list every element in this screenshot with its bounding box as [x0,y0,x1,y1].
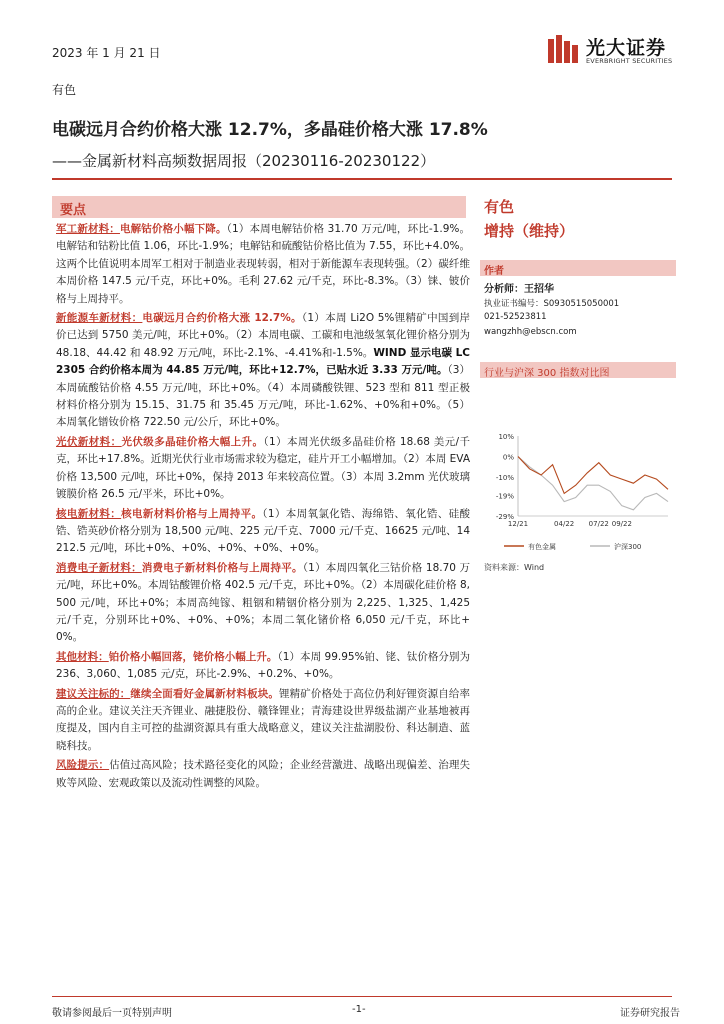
paragraph-photovoltaic [56,434,470,504]
sector-tag: 有色 [52,83,77,97]
header-divider [52,178,672,180]
x-tick-label: 09/22 [611,520,632,528]
chart-header [480,362,676,378]
para-body: 估值过高风险；技术路径变化的风险；企业经营激进、战略出现偏差、治理失败等风险、宏观政策以及流动性调整的风险。 [56,759,471,789]
company-logo [546,33,686,69]
footer-disclaimer: 敬请参阅最后一页特别声明 [52,1008,172,1019]
para-headline: 铂价格小幅回落，铑价格小幅上升。 [108,650,278,663]
analyst-phone: 021-52523811 [484,312,547,322]
paragraph-risk [56,757,470,792]
para-headline: 核电新材料价格与上周持平。 [121,507,263,520]
paragraph-recommendations [56,686,470,756]
logo-name: 光大证券 [586,37,667,59]
paragraph-consumer-electronics [56,560,470,647]
y-tick-label: 10% [498,433,514,441]
footer-divider [52,996,672,997]
para-emphasis: WIND 显示电碳 LC2305 合约价格本周为 44.85 万元/吨，环比+12.7%，已贴水近 3.33 万元/吨。 [56,346,471,377]
index-comparison-chart [480,428,676,558]
para-headline: 光伏级多晶硅价格大幅上升。 [121,435,264,448]
para-body: 锂精矿价格处于高位仍利好锂资源自给率高的企业。建议关注天齐锂业、融捷股份、赣锋锂业；青海建设世界级盐湖产业基地被再度提及，国内自主可控的盐湖资源具有重大战略意义，建议关注盐湖股份、科达制造、蓝晓科技。 [56,687,471,752]
para-lead: 新能源车新材料： [56,312,143,325]
legend-label: 有色金属 [528,543,556,551]
report-subtitle: ——金属新材料高频数据周报（20230116-20230122） [52,152,436,170]
report-date: 2023 年 1 月 21 日 [52,46,161,60]
legend-label: 沪深300 [614,543,642,551]
y-tick-label: 0% [502,453,514,462]
para-lead: 消费电子新材料： [56,561,142,574]
chart-source: 资料来源：Wind [484,563,545,572]
page-number: -1- [352,1004,366,1015]
key-points-header [52,196,466,218]
analyst-cert: 执业证书编号：S0930515050001 [484,299,620,309]
para-lead: 建议关注标的： [56,687,131,700]
author-header [480,260,676,276]
series-line [518,457,668,510]
paragraph-military [56,221,470,308]
para-headline: 电碳远月合约价格大涨 12.7%。 [142,312,302,325]
x-tick-label: 04/22 [554,520,575,528]
para-body: （3）本周硫酸钴价格 4.55 万元/吨，环比+0%。（4）本周磷酸铁锂、523 型和 811 型正极材料价格分别为 15.15、31.75 和 35.45 万元/吨，环比-1.62%、+0%和+0%。（5）本周氧化镨钕价格 722.50 元/公斤，环比+0%。 [56,364,470,429]
para-lead: 核电新材料： [56,507,122,520]
series-line [518,457,668,494]
sidebar-sector: 有色 [484,198,515,216]
analyst-name: 分析师：王招华 [484,284,554,295]
para-body: （1）本周 Li2O 5%锂精矿中国到岸价已达到 5750 美元/吨，环比+0%。（2）本周电碳、工碳和电池级氢氧化锂价格分别为 48.18、44.42 和 48.92 万元/吨，环比-2.1%、-4.41%和-1.5%。 [56,312,470,359]
para-headline: 消费电子新材料价格与上周持平。 [141,561,303,574]
logo-english-name: EVERBRIGHT SECURITIES [586,57,673,65]
chart-title: 行业与沪深 300 指数对比图 [484,368,610,379]
everbright-logo-icon [546,33,580,67]
analyst-email[interactable]: wangzhh@ebscn.com [484,327,577,337]
y-tick-label: -10% [495,474,514,483]
report-title: 电碳远月合约价格大涨 12.7%，多晶硅价格大涨 17.8% [52,120,488,140]
footer-report-type: 证券研究报告 [620,1008,680,1019]
key-points-label: 要点 [60,203,87,218]
para-body: （1）本周光伏级多晶硅价格 18.68 美元/千克，环比+17.8%。近期光伏行业市场需求较为稳定，硅片开工小幅增加。（2）本周 EVA 价格 13,500 元/吨，环比+0%，保持 2013 年来较高位置。（3）本周 3.2mm 光伏玻璃镀膜价格 26.5 元/平米，环比+0%。 [56,435,471,501]
para-lead: 军工新材料： [56,223,120,235]
x-tick-label: 07/22 [588,520,609,528]
key-points-body [56,221,470,794]
para-lead: 风险提示： [56,759,110,772]
para-body: （1）本周氧氯化锆、海绵锆、氧化锆、硅酸锆、锆英砂价格分别为 18,500 元/吨、225 元/千克、7000 元/千克、16625 元/吨、14212.5 元/吨，环比+0%、+0%、+0%、+0%、+0%。 [56,507,471,555]
para-body: （1）本周 99.95%铂、铑、钛价格分别为 236、3,060、1,085 元/克，环比-2.9%、+0.2%、+0%。 [56,650,471,681]
para-lead: 光伏新材料： [56,435,122,448]
para-body: （1）本周电解钴价格 31.70 万元/吨，环比-1.9%。电解钴和钴粉比值 1.06，环比-1.9%；电解钴和硫酸钴价格比值为 7.55，环比+4.0%。这两个比值说明本周军工相对于制造业表现转弱，相对于新能源车表现转强。（2）碳纤维本周价格 147.5 元/千克，环比+0%。毛利 27.62 元/千克，环比-8.3%。（3）铼、铍价格与上周持平。 [56,223,471,305]
para-headline: 继续全面看好金属新材料板块。 [130,687,280,700]
para-lead: 其他材料： [56,650,109,663]
para-body: （1）本周四氧化三钴价格 18.70 万元/吨，环比+0%。本周钴酸锂价格 402.5 元/千克，环比+0%。（2）本周碳化硅价格 8,500 元/吨，环比+0%；本周高纯镓、粗铟和精铟价格分别为 2,225、1,325、1,425 元/千克，分别环比+0%、+0%、+0%；本周二氧化锗价格 6,050 元/千克，环比+0%。 [56,561,471,644]
y-tick-label: -29% [495,513,514,521]
y-tick-label: -19% [495,492,514,501]
x-tick-label: 12/21 [507,520,529,528]
para-headline: 电解钴价格小幅下降。 [119,223,227,235]
paragraph-new-energy [56,310,470,432]
sidebar-rating: 增持（维持） [484,222,575,240]
paragraph-other-materials [56,649,470,684]
paragraph-nuclear [56,506,470,558]
author-label: 作者 [484,266,504,277]
